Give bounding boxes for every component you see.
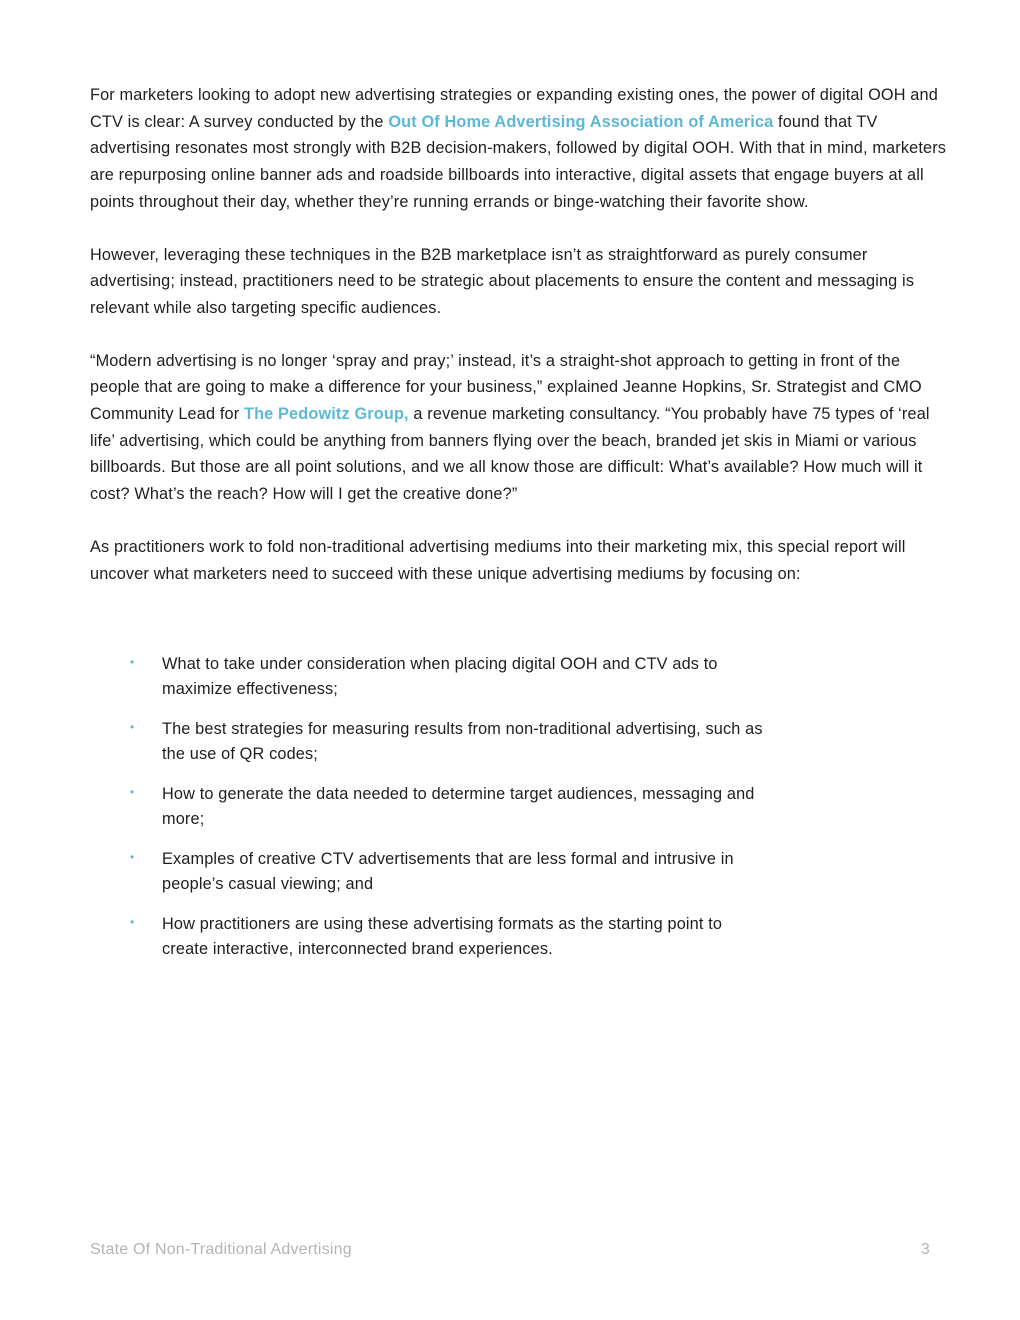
link-pedowitz-group[interactable]: The Pedowitz Group,: [243, 405, 409, 424]
paragraph-quote: [90, 348, 950, 508]
bullet-icon: •: [130, 720, 135, 734]
list-item-text: What to take under consideration when placing digital OOH and CTV ads to maximize effectiveness;: [162, 655, 718, 698]
list-item-text: The best strategies for measuring results from non-traditional advertising, such as the use of QR codes;: [162, 720, 763, 763]
bullet-icon: •: [130, 655, 135, 669]
bullet-icon: •: [130, 915, 135, 929]
document-body: [90, 82, 950, 958]
paragraph-intro-text-after: found that TV advertising resonates most strongly with B2B decision-makers, followed by digital OOH. With that in mind, marketers are repurposing online banner ads and roadside billboards into interactive, digital assets that engage buyers at all points throughout their day, whether they’re running errands or binge-watching their favorite show.: [90, 112, 947, 211]
list-item: [130, 652, 770, 702]
paragraph-quote-text-after: a revenue marketing consultancy. “You probably have 75 types of ‘real life’ advertising, which could be anything from banners flying over the beach, branded jet skis in Miami or various billboards. But those are all point solutions, and we all know those are difficult: What’s available? How much will it cost? What’s the reach? How will I get the creative done?”: [90, 405, 930, 504]
footer-title: State Of Non-Traditional Advertising: [90, 1241, 352, 1258]
focus-list: [130, 652, 770, 977]
list-item-text: How practitioners are using these advertising formats as the starting point to create interactive, interconnected brand experiences.: [162, 915, 723, 958]
list-item: [130, 782, 770, 832]
paragraph-intro-text-before: For marketers looking to adopt new advertising strategies or expanding existing ones, the power of digital OOH and CTV is clear: A survey conducted by the: [90, 86, 938, 131]
paragraph-b2b: However, leveraging these techniques in the B2B marketplace isn’t as straightforward as purely consumer advertising; instead, practitioners need to be strategic about placements to ensure the content and messaging is relevant while also targeting specific audiences.: [90, 245, 915, 317]
list-item: [130, 847, 770, 897]
list-item-text: Examples of creative CTV advertisements that are less formal and intrusive in people’s casual viewing; and: [162, 850, 734, 893]
list-item: [130, 912, 770, 962]
bullet-icon: •: [130, 785, 135, 799]
list-item: [130, 717, 770, 767]
page-number: 3: [920, 1241, 930, 1258]
paragraph-intro: [90, 82, 950, 216]
bullet-icon: •: [130, 850, 135, 864]
list-item-text: How to generate the data needed to determine target audiences, messaging and more;: [162, 785, 755, 828]
link-ooh-association[interactable]: Out Of Home Advertising Association of America: [388, 112, 774, 131]
paragraph-quote-text-before: “Modern advertising is no longer ‘spray and pray;’ instead, it’s a straight-shot approach to getting in front of the people that are going to make a difference for your business,” explained Jeanne Hopkins, Sr. Strategist and CMO Community Lead for: [90, 351, 922, 424]
paragraph-report-scope: As practitioners work to fold non-traditional advertising mediums into their marketing mix, this special report will uncover what marketers need to succeed with these unique advertising mediums by focusing on:: [90, 537, 906, 583]
